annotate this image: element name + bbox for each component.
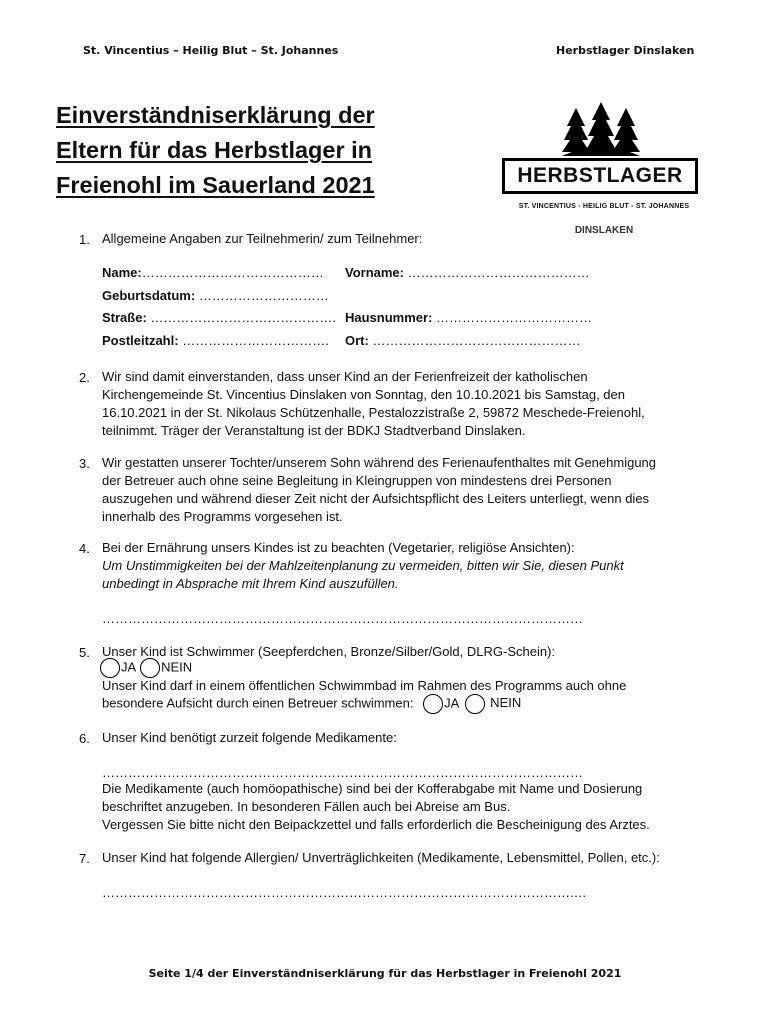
ort-label: Ort: <box>345 333 369 348</box>
geburtsdatum-dots: ………………………… <box>198 288 329 303</box>
section-6-note-line: beschriftet anzugeben. In besonderen Fällen auch bei Abreise am Bus. <box>102 799 511 814</box>
section-7-text: Unser Kind hat folgende Allergien/ Unverträglichkeiten (Medikamente, Lebensmittel, Pollen, etc.): <box>102 850 660 865</box>
section-6-text: Unser Kind benötigt zurzeit folgende Medikamente: <box>102 730 397 745</box>
vorname-field[interactable] <box>345 265 590 280</box>
ja-radio[interactable] <box>100 658 120 678</box>
geburtsdatum-field[interactable] <box>102 288 329 303</box>
plz-dots: ……………………………. <box>182 333 329 348</box>
strasse-label: Straße: <box>102 310 147 325</box>
section-7-number: 7. <box>79 851 90 866</box>
nein-radio[interactable] <box>140 658 160 678</box>
plz-label: Postleitzahl: <box>102 333 179 348</box>
section-4-italic-line: Um Unstimmigkeiten bei der Mahlzeitenplanung zu vermeiden, bitten wir Sie, diesen Punkt <box>102 558 624 573</box>
section-4-text <box>102 539 712 593</box>
section-1-text: Allgemeine Angaben zur Teilnehmerin/ zum Teilnehmer: <box>102 231 423 246</box>
header-left: St. Vincentius – Heilig Blut – St. Johannes <box>83 44 339 57</box>
strasse-dots: ……………………………………. <box>150 310 337 325</box>
pool-nein-label: NEIN <box>490 695 522 711</box>
section-3-line: Wir gestatten unserer Tochter/unserem Sohn während des Ferienaufenthaltes mit Genehmigung <box>102 455 657 470</box>
vorname-label: Vorname: <box>345 265 404 280</box>
title-line-1: Einverständniserklärung der <box>56 102 375 128</box>
section-2-number: 2. <box>79 370 90 385</box>
section-4-line: Bei der Ernährung unsers Kindes ist zu beachten (Vegetarier, religiöse Ansichten): <box>102 540 575 555</box>
section-3-line: innerhalb des Programms vorgesehen ist. <box>102 509 343 524</box>
logo-wordmark: HERBSTLAGER <box>502 158 698 194</box>
section-7-answer-line[interactable]: ……………………………………………………………………………………………….… <box>102 885 587 900</box>
pool-ja-label: JA <box>444 695 459 711</box>
section-2-line: teilnimmt. Träger der Veranstaltung ist der BDKJ Stadtverband Dinslaken. <box>102 423 526 438</box>
section-3-line: auszugehen und während dieser Zeit nicht der Aufsichtspflicht des Leiters unterliegt, wenn dies <box>102 491 650 506</box>
logo-city: DINSLAKEN <box>574 225 634 236</box>
section-4-answer-line[interactable]: ………………………………………………………………………………………………… <box>102 611 583 626</box>
hausnummer-dots: ……………………………… <box>436 310 593 325</box>
herbstlager-logo <box>496 100 712 240</box>
name-dots: …………………………………… <box>141 265 324 280</box>
section-2-text <box>102 368 712 440</box>
section-3-text <box>102 454 712 526</box>
section-6-note <box>102 780 712 834</box>
ort-dots: ………………………………………… <box>372 333 581 348</box>
section-3-line: der Betreuer auch ohne seine Begleitung in Kleingruppen von mindestens drei Personen <box>102 473 612 488</box>
swimmer-choice <box>99 658 192 678</box>
page-title <box>56 98 456 203</box>
section-5-text-3: besondere Aufsicht durch einen Betreuer schwimmen: <box>102 695 414 711</box>
nein-label: NEIN <box>161 659 193 675</box>
hausnummer-field[interactable] <box>345 310 592 325</box>
pool-nein-radio[interactable] <box>465 694 485 714</box>
hausnummer-label: Hausnummer: <box>345 310 433 325</box>
logo-subtitle: ST. VINCENTIUS - HEILIG BLUT - ST. JOHANNES <box>518 203 690 210</box>
section-2-line: Kirchengemeinde St. Vincentius Dinslaken von Sonntag, den 10.10.2021 bis Samstag, den <box>102 387 625 402</box>
name-label: Name: <box>102 265 142 280</box>
page-footer: Seite 1/4 der Einverständniserklärung für das Herbstlager in Freienohl 2021 <box>148 967 622 980</box>
section-1-number: 1. <box>79 232 90 247</box>
section-2-line: 16.10.2021 in der St. Nikolaus Schützenhalle, Pestalozzistraße 2, 59872 Meschede-Freienohl, <box>102 405 645 420</box>
vorname-dots: …………………………………… <box>407 265 590 280</box>
title-line-3: Freienohl im Sauerland 2021 <box>56 172 375 198</box>
section-6-note-line: Vergessen Sie bitte nicht den Beipackzettel und falls erforderlich die Bescheinigung des Arztes. <box>102 817 650 832</box>
strasse-field[interactable] <box>102 310 336 325</box>
section-6-answer-line[interactable]: ………………………………………………………………………………………………… <box>102 765 583 780</box>
ja-label: JA <box>121 659 136 675</box>
swimming-permission <box>102 694 521 714</box>
section-6-number: 6. <box>79 731 90 746</box>
section-5-text: Unser Kind ist Schwimmer (Seepferdchen, Bronze/Silber/Gold, DLRG-Schein): <box>102 644 556 659</box>
three-pine-trees-icon <box>558 100 644 158</box>
plz-field[interactable] <box>102 333 329 348</box>
section-2-line: Wir sind damit einverstanden, dass unser Kind an der Ferienfreizeit der katholischen <box>102 369 588 384</box>
geburtsdatum-label: Geburtsdatum: <box>102 288 196 303</box>
name-field[interactable] <box>102 265 324 280</box>
section-4-number: 4. <box>79 541 90 556</box>
section-5-number: 5. <box>79 645 90 660</box>
pool-ja-radio[interactable] <box>423 694 443 714</box>
section-5-text-2: Unser Kind darf in einem öffentlichen Schwimmbad im Rahmen des Programms auch ohne <box>102 678 627 693</box>
title-line-2: Eltern für das Herbstlager in <box>56 137 373 163</box>
header-right: Herbstlager Dinslaken <box>556 44 695 57</box>
section-3-number: 3. <box>79 456 90 471</box>
section-6-note-line: Die Medikamente (auch homöopathische) sind bei der Kofferabgabe mit Name und Dosierung <box>102 781 643 796</box>
section-4-italic-line: unbedingt in Absprache mit Ihrem Kind auszufüllen. <box>102 576 399 591</box>
ort-field[interactable] <box>345 333 580 348</box>
